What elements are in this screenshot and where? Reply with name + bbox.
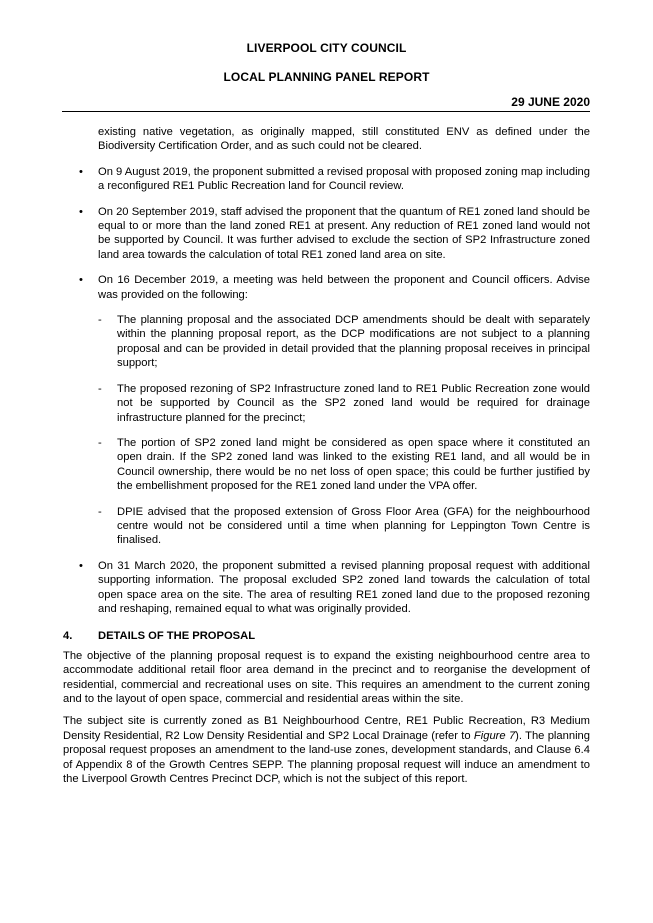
- bullet-icon: •: [79, 559, 83, 572]
- zoning-text-before: The subject site is currently zoned as B1 Neighbourhood Centre, RE1 Public Recreation, R3 Medium Density Residential, R2 Low Density Residential and SP2 Local Drainage (refer to: [63, 715, 590, 742]
- header-divider: [62, 111, 590, 112]
- dash-icon: -: [98, 436, 102, 449]
- section-heading: [63, 629, 590, 643]
- bullet-text: On 31 March 2020, the proponent submitted a revised planning proposal request with additional supporting information. The proposal excluded SP2 zoned land towards the calculation of total open space area on the site. The area of resulting RE1 zoned land due to the proposed rezoning and reshaping, remained equal to what was originally provided.: [98, 559, 590, 615]
- bullet-icon: •: [79, 165, 83, 178]
- council-name: LIVERPOOL CITY COUNCIL: [246, 41, 407, 55]
- dash-icon: -: [98, 382, 102, 395]
- bullet-icon: •: [79, 274, 83, 287]
- bullet-text: On 20 September 2019, staff advised the proponent that the quantum of RE1 zoned land should be equal to or more than the land zoned RE1 at present. Any reduction of RE1 zoned land would not be supported by Council. It was further advised to exclude the section of SP2 Infrastructure zoned land area towards the calculation of total RE1 zoned land area on site.: [98, 205, 590, 261]
- dash-icon: -: [98, 505, 102, 518]
- report-date: 29 JUNE 2020: [511, 95, 590, 109]
- dash-text: The portion of SP2 zoned land might be considered as open space where it constituted an open drain. If the SP2 zoned land was linked to the existing RE1 land, and all would be in Council ownership, there would be no net loss of open space; this could be further justified by the embellishment proposed for the RE1 zoned land under the VPA offer.: [117, 436, 590, 493]
- dash-item: [79, 505, 590, 548]
- paragraph-objective: The objective of the planning proposal request is to expand the existing neighbourhood centre area to accommodate additional retail floor area demand in the precinct and to reorganise the development of residential, commercial and recreational uses on site. This requires an amendment to the current zoning and to the layout of open space, commercial and residential areas within the site.: [63, 649, 590, 705]
- section-title: DETAILS OF THE PROPOSAL: [98, 630, 256, 643]
- bullet-item: [79, 205, 590, 263]
- dash-item: [79, 382, 590, 425]
- dash-text: The planning proposal and the associated DCP amendments should be dealt with separately within the planning proposal report, as the DCP modifications are not subject to a planning proposal and can be provided in detail provided that the planning proposal receives in principal support;: [117, 314, 590, 370]
- report-title: LOCAL PLANNING PANEL REPORT: [223, 70, 430, 84]
- bullet-icon: •: [79, 205, 83, 218]
- zoning-text-after: ). The planning proposal request proposes an amendment to the land-use zones, development standards, and Clause 6.4 of Appendix 8 of the Growth Centres SEPP. The planning proposal request will induce an amendment to the Liverpool Growth Centres Precinct DCP, which is not the subject of this report.: [63, 729, 590, 786]
- bullet-item: [79, 273, 590, 302]
- dash-text: DPIE advised that the proposed extension of Gross Floor Area (GFA) for the neighbourhood centre would not be considered until a time when planning for Leppington Town Centre is finalised.: [117, 505, 590, 547]
- bullet-item: [79, 165, 590, 194]
- figure-reference: Figure 7: [473, 729, 516, 742]
- bullet-item: [79, 559, 590, 617]
- dash-item: [79, 436, 590, 494]
- section-number: 4.: [63, 630, 73, 643]
- bullet-text: On 16 December 2019, a meeting was held between the proponent and Council officers. Advise was provided on the following:: [98, 274, 590, 301]
- paragraph-zoning: [63, 714, 590, 786]
- continuation-text: existing native vegetation, as originally mapped, still constituted ENV as defined under the Biodiversity Certification Order, and as such could not be cleared.: [98, 126, 590, 153]
- dash-text: The proposed rezoning of SP2 Infrastructure zoned land to RE1 Public Recreation zone would not be supported by Council as the SP2 zoned land would be required for drainage infrastructure planned for the precinct;: [117, 382, 590, 424]
- report-body: [63, 125, 590, 786]
- dash-item: [79, 313, 590, 371]
- bullet-text: On 9 August 2019, the proponent submitted a revised proposal with proposed zoning map including a reconfigured RE1 Public Recreation land for Council review.: [98, 165, 590, 193]
- dash-icon: -: [98, 314, 102, 327]
